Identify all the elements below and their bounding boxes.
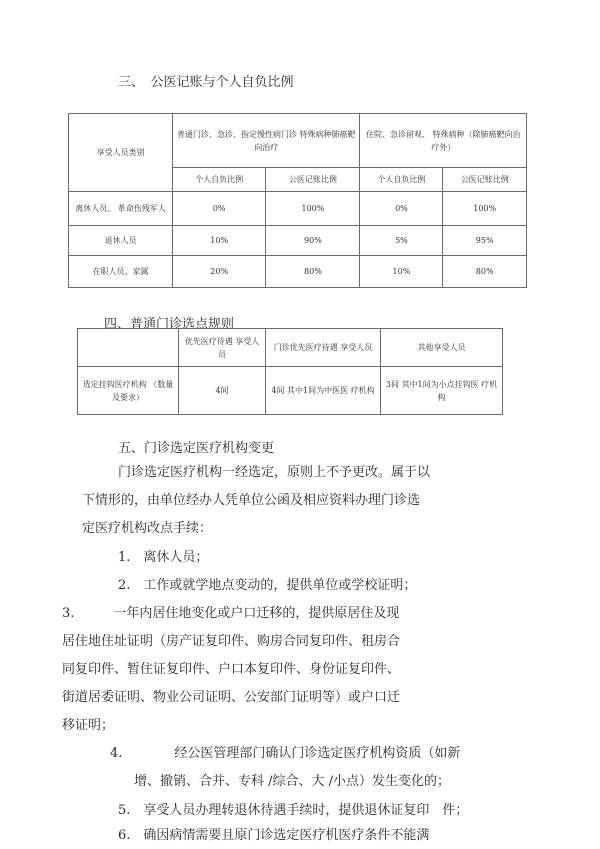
cell: 20% [173,256,266,288]
cell: 5% [360,226,443,256]
table-row [78,367,503,415]
paragraph-line: 门诊选定医疗机构一经选定，原则上不予更改。属于以 [118,465,431,480]
column-header: 优先医疗待遇 享受人员 [179,329,266,367]
paragraph-line: 增、撤销、合并、专科 /综合、大 /小点）发生变化的； [134,774,451,789]
section-5-title: 五、门诊选定医疗机构变更 [118,441,275,456]
list-item: 1. 离休人员； [118,550,209,565]
cell: 4间 其中1间为中医医 疗机构 [266,367,381,415]
row-label: 在职人员、家属 [69,256,173,288]
cell: 100% [443,192,527,226]
paragraph-line: 居住地住址证明（房产证复印件、购房合同复印件、租房合 [62,634,401,649]
selection-rule-table [77,328,503,415]
column-header: 门诊优先医疗待遇 享受人员 [266,329,381,367]
cell: 0% [360,192,443,226]
list-item: 4. 经公医管理部门确认门诊选定医疗机构资质（如新 [110,746,461,761]
ratio-table [68,113,527,288]
paragraph-line: 移证明； [62,718,115,733]
column-header: 其他享受人员 [381,329,503,367]
cell: 80% [266,256,360,288]
section-3-title: 三、 公医记账与个人自负比例 [118,75,294,90]
section-4-title: 四、普通门诊选点规则 [104,317,235,332]
cell: 95% [443,226,527,256]
table-corner-header: 享受人员类别 [69,114,173,192]
table-row [69,226,527,256]
table-row [69,256,527,288]
list-item: 3. 一年内居住地变化或户口迁移的，提供原居住及现 [62,606,400,621]
group-header-outpatient: 普通门诊、急诊、指定慢性病门诊 特殊病种肺癌靶向治疗 [173,114,360,168]
empty-header-cell [78,329,179,367]
paragraph-line: 下情形的，由单位经办人凭单位公函及相应资料办理门诊选 [82,493,421,508]
row-label: 离休人员、 革命伤残军人 [69,192,173,226]
subheader: 个人自负比例 [360,168,443,192]
list-item: 5. 享受人员办理转退休待遇手续时，提供退休证复印 件； [118,803,469,818]
cell: 0% [173,192,266,226]
paragraph-line: 同复印件、暂住证复印件、户口本复印件、身份证复印件、 [62,662,401,677]
subheader: 公医记账比例 [443,168,527,192]
list-item: 6. 确因病情需要且原门诊选定医疗机医疗条件不能满 [118,828,430,843]
cell: 3间 其中1间为小点挂钩医 疗机构 [381,367,503,415]
subheader: 公医记账比例 [266,168,360,192]
cell: 90% [266,226,360,256]
subheader: 个人自负比例 [173,168,266,192]
group-header-inpatient: 住院、急诊留观、 特殊病种（除肺癌靶向治疗外） [360,114,527,168]
table-row [69,192,527,226]
cell: 10% [173,226,266,256]
cell: 80% [443,256,527,288]
paragraph-line: 街道居委证明、物业公司证明、公安部门证明等）或户口迁 [62,690,401,705]
paragraph-line: 定医疗机构改点手续： [82,521,213,536]
cell: 4间 [179,367,266,415]
row-label: 退休人员 [69,226,173,256]
row-label: 选定挂钩医疗机构 （数量及要求） [78,367,179,415]
cell: 100% [266,192,360,226]
list-item: 2. 工作或就学地点变动的，提供单位或学校证明； [118,578,417,593]
cell: 10% [360,256,443,288]
